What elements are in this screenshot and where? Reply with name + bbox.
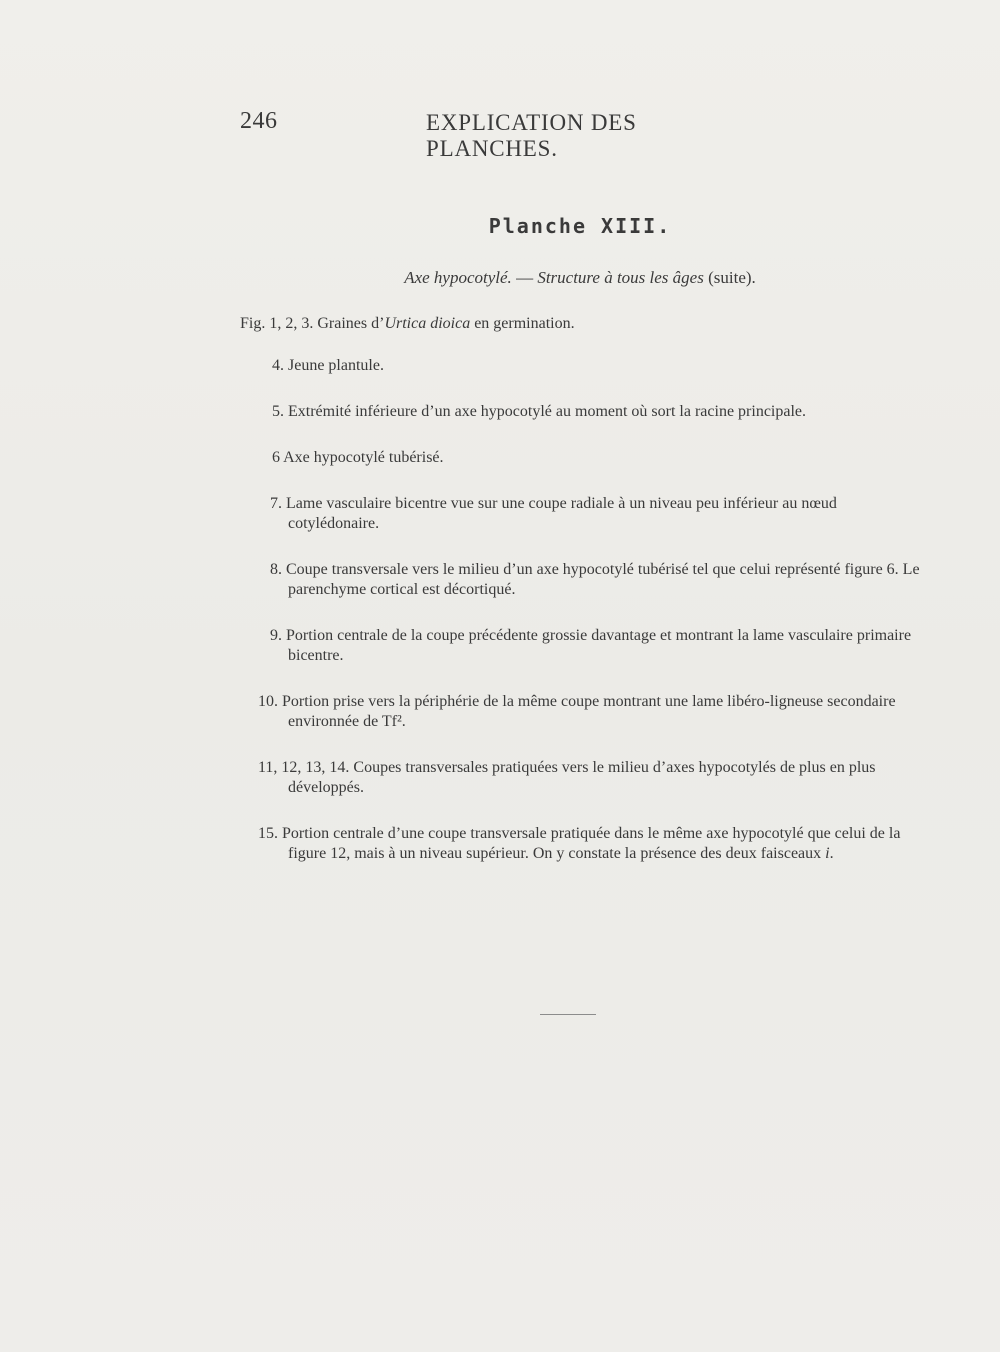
figure-number: 6	[272, 449, 280, 466]
running-title: EXPLICATION DES PLANCHES.	[426, 110, 637, 161]
figure-text: Extrémité inférieure d’un axe hypocotylé au moment où sort la racine principale.	[284, 403, 807, 420]
figure-entry-8	[240, 560, 930, 600]
figure-number: 4.	[272, 357, 284, 374]
subtitle-dash: —	[511, 268, 538, 287]
figure-text-pre: Portion centrale d’une coupe transversale pratiquée dans le même axe hypocotylé que celui de la figure 12, mais à un niveau supérieur. On y constate la présence des deux faisceaux	[278, 825, 901, 862]
figure-number: 15.	[258, 825, 278, 842]
end-rule	[540, 1014, 596, 1015]
figure-number: 5.	[272, 403, 284, 420]
figure-number: 7.	[270, 495, 282, 512]
page-header	[240, 108, 760, 161]
figure-text: Portion centrale de la coupe précédente grossie davantage et montrant la lame vasculaire primaire bicentre.	[282, 627, 912, 664]
figure-text: Portion prise vers la périphérie de la même coupe montrant une lame libéro-ligneuse secondaire environnée de Tf².	[278, 693, 896, 730]
page-number: 246	[240, 108, 278, 134]
figure-text: Jeune plantule.	[284, 357, 384, 374]
figure-entry-6	[240, 448, 930, 468]
figure-list	[240, 314, 930, 886]
figure-entry-10	[240, 692, 930, 732]
figure-text: Coupe transversale vers le milieu d’un axe hypocotylé tubérisé tel que celui représenté figure 6. Le parenchyme cortical est décortiqué.	[282, 561, 920, 598]
figure-text-italic: Urtica dioica	[384, 315, 471, 332]
figure-text-post: .	[829, 845, 834, 862]
figure-entry-9	[240, 626, 930, 666]
subtitle-italic-2: Structure à tous les âges	[537, 268, 704, 287]
figure-entry-4	[240, 356, 930, 376]
figure-number: 8.	[270, 561, 282, 578]
plate-subtitle	[0, 268, 1000, 288]
figure-text-post: en germination.	[470, 315, 575, 332]
figure-number: 9.	[270, 627, 282, 644]
figure-text-pre: Graines d’	[313, 315, 385, 332]
figure-entry-1	[240, 314, 930, 334]
subtitle-italic-1: Axe hypocotylé.	[404, 268, 512, 287]
subtitle-plain: (suite).	[703, 268, 756, 287]
figure-number: 10.	[258, 693, 278, 710]
figure-number: Fig. 1, 2, 3.	[240, 315, 314, 332]
figure-text: Coupes transversales pratiquées vers le milieu d’axes hypocotylés de plus en plus développés.	[288, 759, 876, 796]
figure-entry-15	[240, 824, 930, 864]
figure-entry-11-14	[240, 758, 930, 798]
figure-number: 11, 12, 13, 14.	[258, 759, 350, 776]
figure-text-italic: i	[825, 845, 830, 862]
figure-entry-7	[240, 494, 930, 534]
figure-text: Lame vasculaire bicentre vue sur une coupe radiale à un niveau peu inférieur au nœud cotylédonaire.	[282, 495, 837, 532]
plate-title: Planche XIII.	[488, 214, 672, 238]
figure-entry-5	[240, 402, 930, 422]
figure-text: Axe hypocotylé tubérisé.	[280, 449, 444, 466]
